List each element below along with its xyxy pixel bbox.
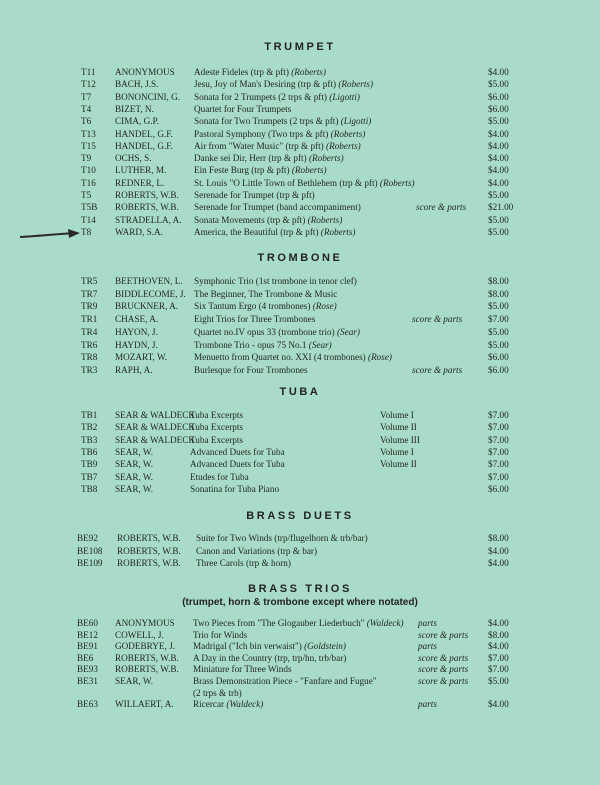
- work-title-group: [190, 483, 279, 495]
- composer-name: BRUCKNER, A.: [115, 301, 179, 312]
- catalog-row: [0, 545, 600, 557]
- catalog-code: TR3: [81, 364, 98, 375]
- work-title: Miniature for Three Winds: [193, 664, 292, 675]
- work-title-group: [194, 189, 315, 201]
- catalog-row: [0, 557, 600, 569]
- editor-name: (Rose): [312, 301, 337, 312]
- catalog-code: BE60: [77, 618, 98, 628]
- composer-name: SEAR, W.: [115, 483, 154, 494]
- catalog-code: T9: [81, 153, 92, 164]
- catalog-row: [0, 177, 600, 189]
- composer-name: SEAR, W.: [115, 446, 154, 457]
- catalog-code: TR4: [81, 326, 98, 337]
- catalog-row: [0, 152, 600, 164]
- price-value: $7.00: [488, 446, 509, 457]
- parts-label: score & parts: [418, 676, 469, 686]
- price-value: $4.00: [488, 128, 509, 139]
- work-title-group: [190, 458, 285, 470]
- catalog-row: [0, 532, 600, 544]
- catalog-code: T15: [81, 140, 96, 151]
- catalog-code: TB7: [81, 471, 98, 482]
- catalog-code: T8: [81, 226, 92, 237]
- catalog-row: [0, 434, 600, 446]
- work-title: Two Pieces from "The Glogauber Liederbuch": [193, 618, 365, 628]
- catalog-code: T16: [81, 177, 96, 188]
- work-title-group: [190, 434, 243, 446]
- editor-name: (Roberts): [291, 67, 326, 77]
- editor-name: (Roberts): [320, 226, 356, 237]
- work-title-group: [194, 66, 326, 78]
- work-title: The Beginner, The Trombone & Music: [194, 288, 338, 299]
- catalog-code: TR6: [81, 339, 98, 350]
- volume-label: Volume I: [380, 410, 414, 420]
- price-value: $7.00: [488, 471, 509, 482]
- catalog-row: [0, 115, 600, 127]
- composer-name: OCHS, S.: [115, 153, 152, 164]
- catalog-row: [0, 226, 600, 238]
- work-title-group: [194, 164, 327, 176]
- catalog-row: [0, 471, 600, 483]
- catalog-code: BE93: [77, 664, 98, 675]
- parts-label: parts: [418, 618, 437, 628]
- work-title: Pastoral Symphony (Two trps & pft): [194, 128, 329, 139]
- catalog-row-continuation: [0, 687, 600, 699]
- work-title: Air from "Water Music" (trp & pft): [194, 140, 324, 151]
- composer-name: LUTHER, M.: [115, 165, 167, 176]
- work-title-continued: (2 trps & trb): [193, 687, 242, 698]
- work-title: Adeste Fideles (trp & pft): [194, 67, 289, 77]
- composer-name: SEAR, W.: [115, 459, 154, 470]
- catalog-row: [0, 663, 600, 675]
- work-title: Ein Feste Burg (trp & pft): [194, 165, 290, 176]
- work-title: Burlesque for Four Trombones: [194, 364, 308, 375]
- work-title-group: [193, 640, 346, 652]
- catalog-code: BE63: [77, 699, 98, 710]
- volume-label: Volume III: [380, 434, 420, 445]
- catalog-code: T11: [81, 67, 96, 77]
- editor-name: (Roberts): [379, 177, 415, 188]
- catalog-code: T5: [81, 190, 92, 200]
- composer-name: BONONCINI, G.: [115, 91, 181, 102]
- price-value: $6.00: [488, 103, 509, 114]
- work-title-group: [196, 545, 317, 557]
- composer-name: ANONYMOUS: [115, 67, 175, 77]
- catalog-row: [0, 288, 600, 300]
- composer-name: STRADELLA, A.: [115, 214, 182, 225]
- price-value: $5.00: [488, 116, 509, 127]
- catalog-row: [0, 103, 600, 115]
- work-title-group: [194, 140, 361, 152]
- price-value: $8.00: [488, 533, 509, 543]
- catalog-code: BE92: [77, 533, 98, 543]
- section-subheading-brass-trios: (trumpet, horn & trombone except where notated): [182, 597, 418, 608]
- work-title-group: [194, 128, 365, 140]
- price-value: $21.00: [488, 202, 514, 213]
- catalog-row: [0, 140, 600, 152]
- work-title: Sonata for Two Trumpets (2 trps & pft): [194, 116, 339, 127]
- composer-name: CIMA, G.P.: [115, 116, 159, 127]
- work-title: Tuba Excerpts: [190, 434, 243, 445]
- catalog-code: T7: [81, 91, 92, 102]
- section-heading-trumpet: TRUMPET: [264, 41, 336, 53]
- editor-name: (Waldeck): [226, 699, 264, 710]
- price-value: $7.00: [488, 652, 509, 663]
- composer-name: HANDEL, G.F.: [115, 128, 173, 139]
- work-title: Sonata Movements (trp & pft): [194, 214, 306, 225]
- parts-label: score & parts: [418, 629, 469, 640]
- composer-name: ROBERTS, W.B.: [115, 202, 179, 213]
- catalog-row: [0, 78, 600, 90]
- price-value: $7.00: [488, 664, 509, 675]
- work-title-group: [190, 446, 285, 458]
- catalog-row: [0, 275, 600, 287]
- catalog-code: T13: [81, 128, 96, 139]
- work-title-group: [194, 313, 315, 325]
- catalog-row: [0, 214, 600, 226]
- work-title: Suite for Two Winds (trp/flugelhorn & trb/bar): [196, 533, 368, 543]
- catalog-row: [0, 640, 600, 652]
- composer-name: REDNER, L.: [115, 177, 165, 188]
- catalog-code: T5B: [81, 202, 98, 213]
- parts-label: score & parts: [412, 314, 463, 325]
- work-title-group: [194, 103, 291, 115]
- catalog-code: TR1: [81, 314, 98, 325]
- catalog-code: TR8: [81, 352, 98, 363]
- section-heading-brass-trios: BRASS TRIOS: [248, 583, 352, 595]
- catalog-row: [0, 128, 600, 140]
- catalog-row: [0, 421, 600, 433]
- catalog-code: T14: [81, 214, 96, 225]
- catalog-row: [0, 617, 600, 629]
- composer-name: ANONYMOUS: [115, 618, 175, 628]
- parts-label: score & parts: [418, 664, 469, 675]
- work-title: Tuba Excerpts: [190, 422, 243, 433]
- catalog-code: BE31: [77, 676, 98, 686]
- price-value: $8.00: [488, 276, 509, 286]
- catalog-code: T4: [81, 103, 92, 114]
- work-title-group: [196, 557, 291, 569]
- work-title-group: [190, 471, 249, 483]
- catalog-row: [0, 409, 600, 421]
- catalog-code: T10: [81, 165, 96, 176]
- work-title-group: [194, 300, 337, 312]
- catalog-code: TB1: [81, 410, 98, 420]
- composer-name: BIDDLECOME, J.: [115, 288, 186, 299]
- price-value: $5.00: [488, 226, 509, 237]
- work-title-group: [194, 201, 361, 213]
- catalog-code: TB2: [81, 422, 98, 433]
- price-value: $5.00: [488, 326, 509, 337]
- price-value: $5.00: [488, 79, 509, 90]
- editor-name: (Sear): [336, 326, 360, 337]
- volume-label: Volume II: [380, 422, 417, 433]
- price-value: $4.00: [488, 641, 509, 652]
- composer-name: GODEBRYE, J.: [115, 641, 175, 652]
- catalog-row: [0, 164, 600, 176]
- work-title-group: [193, 652, 346, 664]
- price-value: $5.00: [488, 214, 509, 225]
- work-title-group: [193, 629, 247, 641]
- catalog-code: BE12: [77, 629, 98, 640]
- price-value: $7.00: [488, 422, 509, 433]
- price-value: $5.00: [488, 676, 509, 686]
- composer-name: ROBERTS, W.B.: [117, 533, 181, 543]
- composer-name: HAYON, J.: [115, 326, 158, 337]
- catalog-row: [0, 189, 600, 201]
- catalog-row: [0, 326, 600, 338]
- catalog-row: [0, 629, 600, 641]
- price-value: $7.00: [488, 434, 509, 445]
- work-title: Madrigal ("Ich bin verwaist"): [193, 641, 302, 652]
- parts-label: parts: [418, 641, 437, 652]
- work-title: Eight Trios for Three Trombones: [194, 314, 316, 325]
- work-title: Brass Demonstration Piece - "Fanfare and Fugue": [193, 676, 377, 686]
- work-title-group: [193, 698, 263, 710]
- work-title: Serenade for Trumpet (trp & pft): [194, 190, 315, 200]
- work-title: Ricercar: [193, 699, 225, 710]
- catalog-code: BE108: [77, 545, 103, 556]
- catalog-row: [0, 201, 600, 213]
- catalog-code: BE6: [77, 652, 94, 663]
- catalog-row: [0, 313, 600, 325]
- price-value: $8.00: [488, 288, 509, 299]
- work-title-group: [194, 288, 337, 300]
- price-value: $7.00: [488, 459, 509, 470]
- price-value: $4.00: [488, 618, 509, 628]
- price-value: $5.00: [488, 190, 509, 200]
- work-title: Menuetto from Quartet no. XXI (4 trombones): [194, 352, 366, 363]
- work-title: Serenade for Trumpet (band accompaniment): [194, 202, 361, 213]
- composer-name: ROBERTS, W.B.: [117, 558, 181, 568]
- work-title: Jesu, Joy of Man's Desiring (trp & pft): [194, 79, 337, 90]
- price-value: $4.00: [488, 177, 509, 188]
- work-title-group: [193, 675, 377, 687]
- work-title: Etudes for Tuba: [190, 471, 249, 482]
- catalog-code: TR9: [81, 301, 98, 312]
- composer-name: SEAR, W.: [115, 676, 154, 686]
- catalog-code: TB8: [81, 483, 98, 494]
- catalog-code: TB3: [81, 434, 98, 445]
- work-title: Danke sei Dir, Herr (trp & pft): [194, 153, 307, 164]
- catalog-row: [0, 339, 600, 351]
- work-title-group: [194, 226, 356, 238]
- section-heading-tuba: TUBA: [279, 386, 321, 398]
- work-title-group: [194, 326, 360, 338]
- composer-name: SEAR, W.: [115, 471, 154, 482]
- parts-label: score & parts: [412, 364, 463, 375]
- parts-label: score & parts: [418, 652, 469, 663]
- catalog-row: [0, 351, 600, 363]
- work-title: Three Carols (trp & horn): [196, 558, 291, 568]
- composer-name: ROBERTS, W.B.: [115, 652, 179, 663]
- catalog-code: TB6: [81, 446, 98, 457]
- editor-name: (Roberts): [326, 140, 361, 151]
- composer-name: SEAR & WALDECK: [115, 422, 195, 433]
- price-value: $4.00: [488, 545, 509, 556]
- catalog-row: [0, 698, 600, 710]
- composer-name: RAPH, A.: [115, 364, 153, 375]
- price-value: $8.00: [488, 629, 509, 640]
- price-value: $4.00: [488, 153, 509, 164]
- composer-name: SEAR & WALDECK: [115, 434, 195, 445]
- price-value: $4.00: [488, 165, 509, 176]
- composer-name: ROBERTS, W.B.: [117, 545, 181, 556]
- editor-name: (Ligotti): [340, 116, 372, 127]
- work-title: Six Tantum Ergo (4 trombones): [194, 301, 311, 312]
- editor-name: (Goldstein): [304, 641, 346, 652]
- composer-name: BACH, J.S.: [115, 79, 159, 90]
- price-value: $6.00: [488, 91, 509, 102]
- work-title: Sonatina for Tuba Piano: [190, 483, 280, 494]
- work-title-group: [194, 91, 360, 103]
- catalog-row: [0, 483, 600, 495]
- composer-name: CHASE, A.: [115, 314, 159, 325]
- composer-name: WARD, S.A.: [115, 226, 163, 237]
- work-title-group: [190, 421, 243, 433]
- work-title-group: [194, 214, 342, 226]
- editor-name: (Ligotti): [329, 91, 360, 102]
- composer-name: ROBERTS, W.B.: [115, 664, 179, 675]
- editor-name: (Roberts): [330, 128, 366, 139]
- price-value: $4.00: [488, 558, 509, 568]
- work-title-group: [194, 78, 373, 90]
- catalog-row: [0, 66, 600, 78]
- catalog-row: [0, 675, 600, 687]
- composer-name: HANDEL, G.F.: [115, 140, 173, 151]
- catalog-code: T12: [81, 79, 96, 90]
- work-title: Trio for Winds: [193, 629, 248, 640]
- catalog-code: BE109: [77, 558, 103, 568]
- composer-name: BIZET, N.: [115, 103, 154, 114]
- composer-name: WILLAERT, A.: [115, 699, 174, 710]
- section-heading-brass-duets: BRASS DUETS: [246, 510, 354, 522]
- work-title-group: [194, 364, 308, 376]
- work-title: Advanced Duets for Tuba: [190, 446, 285, 457]
- composer-name: BEETHOVEN, L.: [115, 276, 183, 286]
- work-title-group: [194, 152, 344, 164]
- catalog-code: BE91: [77, 641, 98, 652]
- work-title-group: [190, 409, 243, 421]
- catalog-code: TR7: [81, 288, 98, 299]
- work-title-group: [196, 532, 368, 544]
- editor-name: (Sear): [308, 339, 332, 350]
- work-title-group: [194, 339, 332, 351]
- editor-name: (Roberts): [308, 153, 344, 164]
- work-title-group: [194, 115, 371, 127]
- editor-name: (Waldeck): [366, 618, 404, 628]
- composer-name: SEAR & WALDECK: [115, 410, 195, 420]
- price-value: $4.00: [488, 140, 509, 151]
- catalog-row: [0, 652, 600, 664]
- composer-name: ROBERTS, W.B.: [115, 190, 179, 200]
- parts-label: score & parts: [416, 202, 467, 213]
- catalog-row: [0, 446, 600, 458]
- price-value: $6.00: [488, 352, 509, 363]
- price-value: $4.00: [488, 699, 509, 710]
- work-title: Trombone Trio - opus 75 No.1: [194, 339, 307, 350]
- editor-name: (Roberts): [338, 79, 374, 90]
- price-value: $5.00: [488, 301, 509, 312]
- work-title: America, the Beautiful (trp & pft): [194, 226, 319, 237]
- work-title-group: [194, 351, 392, 363]
- work-title: Advanced Duets for Tuba: [190, 459, 285, 470]
- price-value: $6.00: [488, 364, 509, 375]
- catalog-row: [0, 91, 600, 103]
- volume-label: Volume I: [380, 446, 414, 457]
- composer-name: MOZART, W.: [115, 352, 168, 363]
- editor-name: (Rose): [368, 352, 392, 363]
- price-value: $7.00: [488, 410, 509, 420]
- work-title: Sonata for 2 Trumpets (2 trps & pft): [194, 91, 327, 102]
- price-value: $7.00: [488, 314, 509, 325]
- price-value: $6.00: [488, 483, 509, 494]
- parts-label: parts: [418, 699, 437, 710]
- section-heading-trombone: TROMBONE: [257, 252, 343, 264]
- work-title: Quartet for Four Trumpets: [194, 103, 292, 114]
- catalog-row: [0, 458, 600, 470]
- work-title-group: [193, 663, 292, 675]
- catalog-code: TB9: [81, 459, 98, 470]
- volume-label: Volume II: [380, 459, 417, 470]
- catalog-row: [0, 364, 600, 376]
- work-title: Quartet no.IV opus 33 (trombone trio): [194, 326, 335, 337]
- work-title: St. Louis "O Little Town of Bethlehem (trp & pft): [194, 177, 378, 188]
- catalog-row: [0, 300, 600, 312]
- price-value: $4.00: [488, 67, 509, 77]
- composer-name: HAYDN, J.: [115, 339, 158, 350]
- composer-name: COWELL, J.: [115, 629, 164, 640]
- editor-name: (Roberts): [307, 214, 343, 225]
- work-title-group: [194, 275, 357, 287]
- work-title: Canon and Variations (trp & bar): [196, 545, 318, 556]
- work-title: A Day in the Country (trp, trp/hn, trb/bar): [193, 652, 347, 663]
- work-title: Symphonic Trio (1st trombone in tenor clef): [194, 276, 357, 286]
- catalog-code: T6: [81, 116, 92, 127]
- editor-name: (Roberts): [291, 165, 327, 176]
- work-title: Tuba Excerpts: [190, 410, 243, 420]
- work-title-group: [194, 177, 415, 189]
- price-value: $5.00: [488, 339, 509, 350]
- catalog-code: TR5: [81, 276, 98, 286]
- work-title-group: [193, 617, 404, 629]
